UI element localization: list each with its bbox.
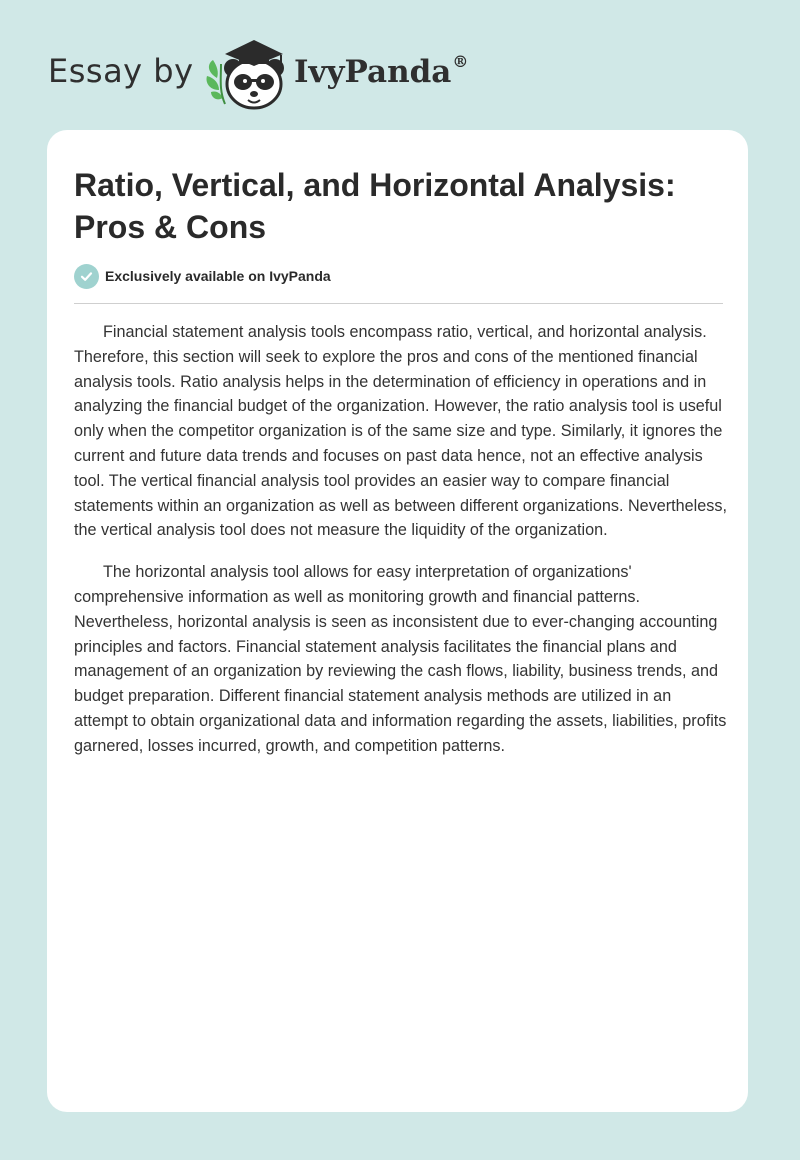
essay-by-label: Essay by (48, 52, 194, 90)
essay-body (74, 320, 728, 776)
exclusive-badge (74, 263, 331, 289)
site-header (48, 34, 548, 114)
essay-card (47, 130, 748, 1112)
panda-graduate-icon (203, 34, 295, 110)
badge-label: Exclusively available on IvyPanda (105, 268, 331, 284)
divider (74, 303, 723, 304)
paragraph: Financial statement analysis tools encompass ratio, vertical, and horizontal analysis. Therefore, this section will seek to explore the pros and cons of the mentioned financial analysis tools. Ratio analysis helps in the determination of efficiency in operations and in analyzing the financial budget of the organization. However, the ratio analysis tool is useful only when the competitor organization is of the same size and type. Similarly, it ignores the current and future data trends and focuses on past data hence, not an effective analysis tool. The vertical financial analysis tool provides an easier way to compare financial statements within an organization as well as between different organizations. Nevertheless, the vertical analysis tool does not measure the liquidity of the organization. (74, 323, 727, 540)
check-icon (74, 264, 99, 289)
page-title: Ratio, Vertical, and Horizontal Analysis: Pros & Cons (74, 167, 676, 245)
registered-mark: ® (452, 51, 469, 71)
paragraph: The horizontal analysis tool allows for easy interpretation of organizations' comprehensive information as well as monitoring growth and financial patterns. Nevertheless, horizontal analysis is seen as inconsistent due to ever-changing accounting principles and factors. Financial statement analysis facilitates the financial plans and management of an organization by reviewing the cash flows, liability, business trends, and budget preparation. Different financial statement analysis methods are utilized in an attempt to obtain organizational data and information regarding the assets, liabilities, profits garnered, losses incurred, growth, and competition patterns. (74, 563, 727, 755)
brand-name[interactable]: IvyPanda® (294, 51, 469, 90)
